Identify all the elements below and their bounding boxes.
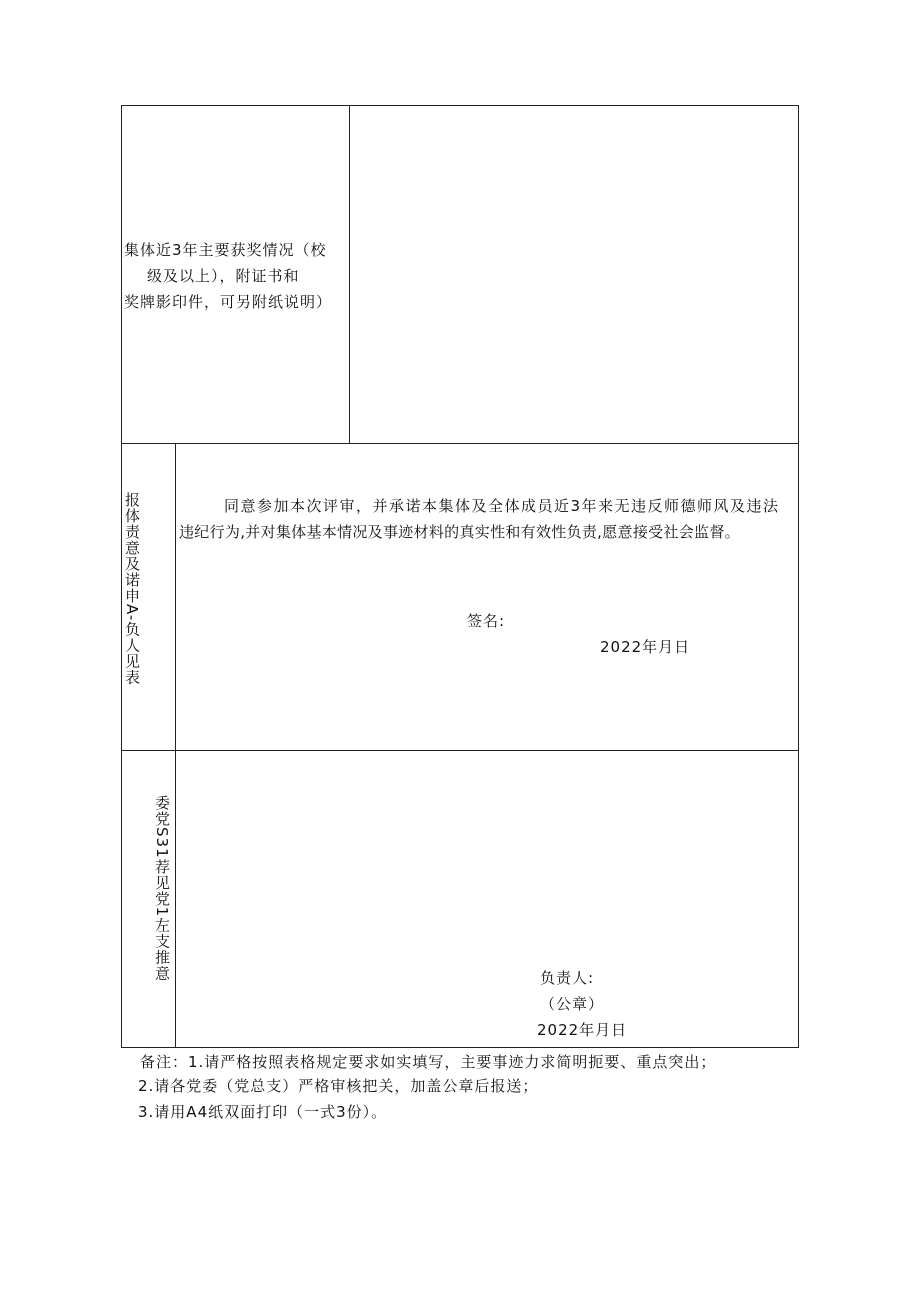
awards-content-area[interactable] <box>351 107 797 442</box>
responsible-person-label: 负责人: <box>540 969 595 987</box>
awards-column-divider <box>349 105 350 444</box>
table-border-bottom <box>121 1047 799 1048</box>
recommendation-content-area[interactable] <box>177 752 797 962</box>
commitment-statement-line-2: 违纪行为,并对集体基本情况及事迹材料的真实性和有效性负责,愿意接受社会监督。 <box>179 523 740 541</box>
recommendation-date: 2022年月日 <box>537 1021 628 1039</box>
official-seal-label: （公章） <box>540 995 605 1013</box>
awards-label-line-2: 级及以上），附证书和 <box>147 267 300 285</box>
awards-label-line-3: 奖牌影印件，可另附纸说明） <box>124 293 333 311</box>
signature-field[interactable] <box>510 608 660 632</box>
table-border-right <box>798 105 799 1048</box>
note-line-3: 3.请用A4纸双面打印（一式3份）。 <box>138 1103 388 1121</box>
note-line-1: 备注：1.请严格按照表格规定要求如实填写，主要事迹力求简明扼要、重点突出； <box>140 1053 717 1071</box>
commitment-statement-line-1: 同意参加本次评审，并承诺本集体及全体成员近3年来无违反师德师风及违法 <box>224 497 780 515</box>
signature-label: 签名: <box>467 612 506 630</box>
table-border-left <box>121 105 122 1048</box>
table-divider-1 <box>121 443 799 444</box>
awards-label-line-1: 集体近3年主要获奖情况（校 <box>124 241 327 259</box>
note-line-2: 2.请各党委（党总支）严格审核把关，加盖公章后报送； <box>138 1077 539 1095</box>
recommendation-side-label: 委党S31荐见党1左支推意 <box>153 795 171 982</box>
commitment-side-label: 报体责意及诺申A-负人见表 <box>123 492 141 686</box>
lower-column-divider <box>175 443 176 1048</box>
commitment-date: 2022年月日 <box>600 638 691 656</box>
table-border-top <box>121 105 799 106</box>
table-divider-2 <box>121 750 799 751</box>
